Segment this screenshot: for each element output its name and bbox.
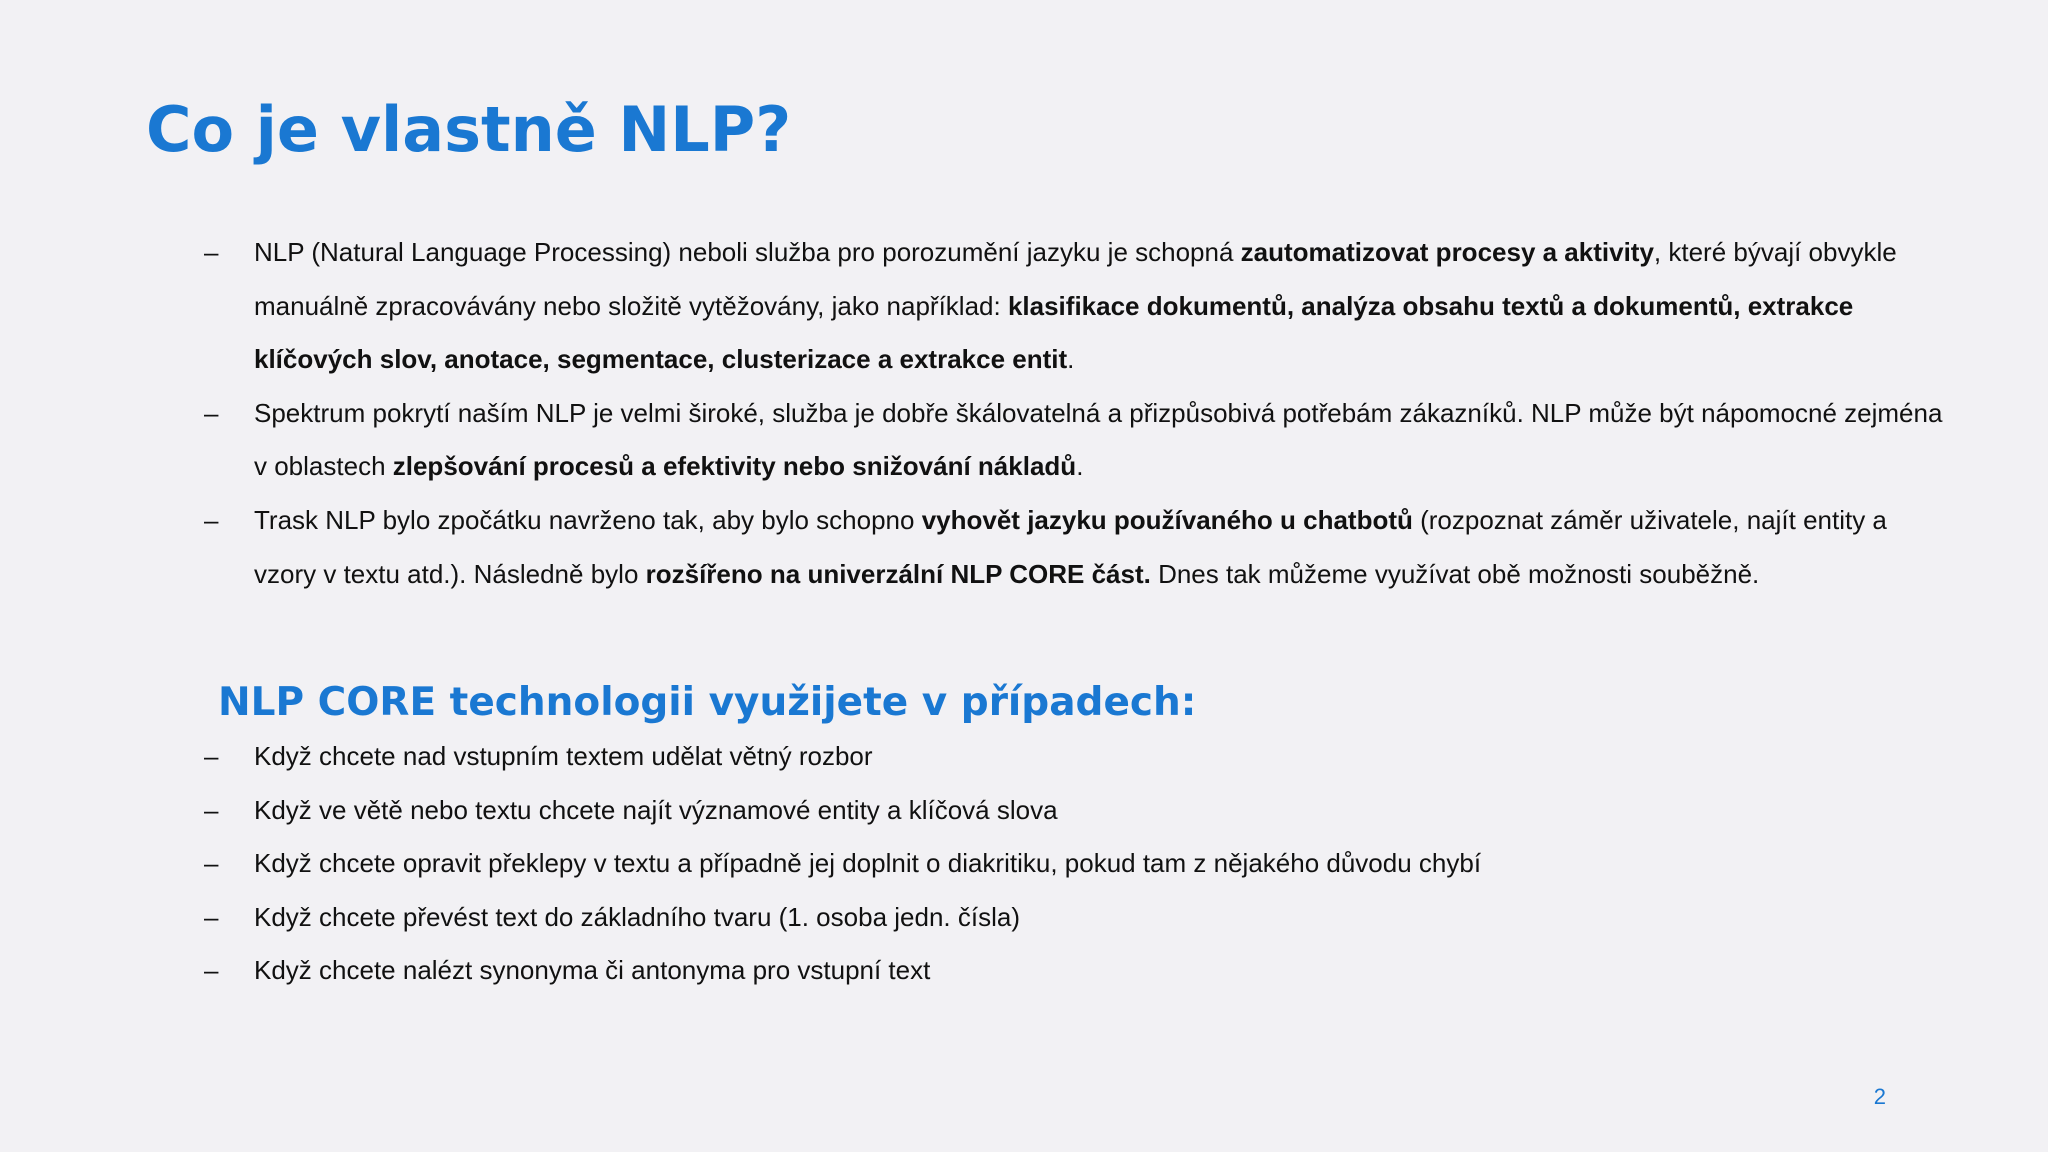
- bullet-dash: –: [204, 741, 219, 771]
- intro-bullet-list: [204, 226, 1944, 601]
- bullet-item-nlp-definition: [204, 226, 1944, 387]
- use-case-item: [204, 730, 1944, 784]
- bullet-item-nlp-coverage: [204, 387, 1944, 494]
- bullet-text-bold: rozšířeno na univerzální NLP CORE část.: [645, 558, 1151, 589]
- page-number: 2: [1873, 1084, 1886, 1109]
- bullet-text: Trask NLP bylo zpočátku navrženo tak, aby bylo schopno: [254, 504, 922, 535]
- bullet-dash: –: [204, 901, 219, 932]
- bullet-text-bold: klasifikace dokumentů, analýza obsahu textů a dokumentů, extrakce klíčových slov, anotace, segmentace, clusterizace a extrakce entit: [254, 290, 1854, 375]
- bullet-text: , které bývají obvykle manuálně zpracovávány nebo složitě vytěžovány, jako například:: [254, 237, 1897, 321]
- bullet-text: Dnes tak můžeme využívat obě možnosti souběžně.: [1150, 558, 1760, 589]
- bullet-text: .: [1076, 451, 1084, 482]
- use-case-text: Když chcete nad vstupním textem udělat větný rozbor: [254, 741, 873, 771]
- bullet-text-bold: vyhovět jazyku používaného u chatbotů: [921, 504, 1413, 535]
- bullet-text: NLP (Natural Language Processing) neboli služba pro porozumění jazyku je schopná: [254, 237, 1241, 267]
- bullet-text-bold: zlepšování procesů a efektivity nebo snižování nákladů: [392, 451, 1077, 482]
- bullet-dash: –: [204, 504, 219, 535]
- bullet-item-trask-nlp: [204, 494, 1944, 601]
- bullet-dash: –: [204, 955, 219, 986]
- bullet-text: (rozpoznat záměr uživatele, najít entity a vzory v textu atd.). Následně bylo: [254, 504, 1887, 589]
- bullet-dash: –: [204, 397, 219, 428]
- use-case-item: [204, 891, 1944, 945]
- bullet-text: .: [1067, 344, 1075, 375]
- use-case-text: Když chcete opravit překlepy v textu a případně jej doplnit o diakritiku, pokud tam z nějakého důvodu chybí: [254, 848, 1482, 879]
- bullet-text-bold: zautomatizovat procesy a aktivity: [1240, 237, 1654, 267]
- use-cases-heading: NLP CORE technologii využijete v případech:: [218, 680, 1197, 725]
- slide-title: Co je vlastně NLP?: [146, 93, 792, 166]
- bullet-dash: –: [204, 848, 219, 879]
- use-case-item: [204, 784, 1944, 838]
- bullet-dash: –: [204, 237, 219, 267]
- use-case-text: Když chcete nalézt synonyma či antonyma pro vstupní text: [254, 955, 931, 986]
- bullet-dash: –: [204, 794, 219, 825]
- use-case-item: [204, 837, 1944, 891]
- bullet-text: Spektrum pokrytí naším NLP je velmi široké, služba je dobře škálovatelná a přizpůsobivá potřebám zákazníků. NLP může být nápomocné zejména v oblastech: [254, 397, 1943, 482]
- use-case-item: [204, 944, 1944, 998]
- use-cases-list: [204, 730, 1944, 998]
- use-case-text: Když chcete převést text do základního tvaru (1. osoba jedn. čísla): [254, 901, 1020, 932]
- use-case-text: Když ve větě nebo textu chcete najít významové entity a klíčová slova: [254, 794, 1058, 825]
